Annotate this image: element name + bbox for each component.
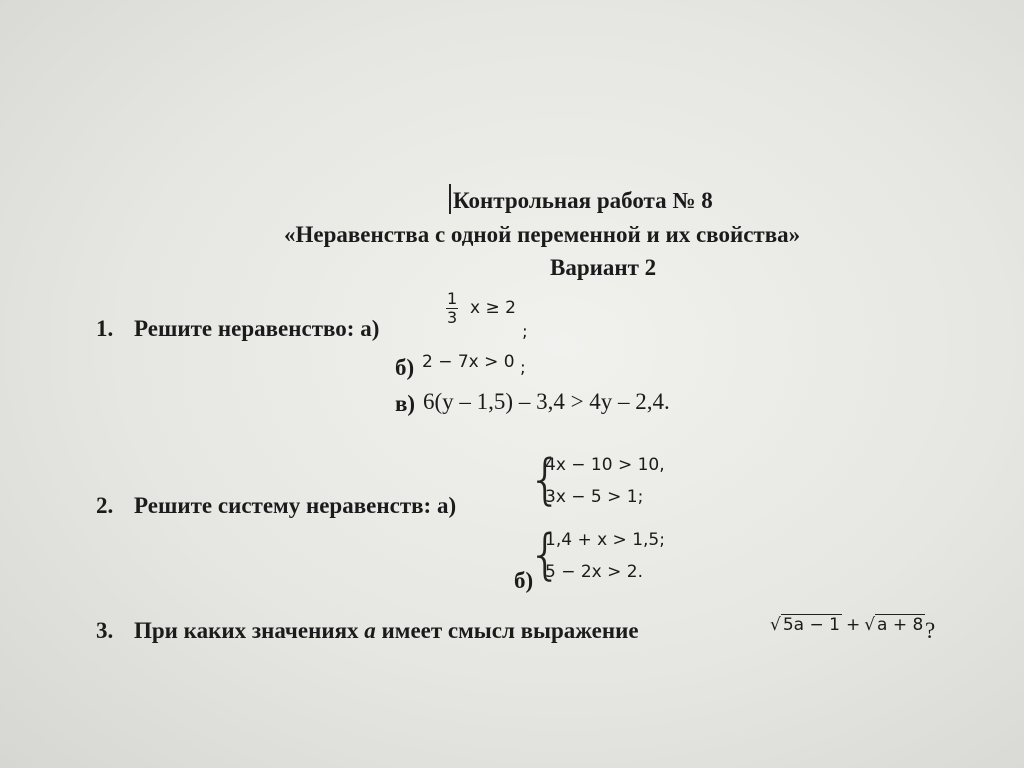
task2-b-line1: 1,4 + x > 1,5; [545,530,665,550]
task3-number: 3. [96,618,114,643]
task3-variable: a [364,618,376,643]
task2-b-line2: 5 − 2x > 2. [545,562,644,582]
text-cursor [449,184,451,214]
task1-b-expression: 2 − 7x > 0 [422,352,515,372]
task2-a-line2: 3x − 5 > 1; [545,487,644,507]
task3-text-after: имеет смысл выражение [381,618,639,643]
doc-title: Контрольная работа № 8 [453,188,713,213]
system-brace-icon: { [528,448,563,511]
task1-a-rest: x ≥ 2 [470,298,516,318]
fraction [446,290,458,327]
task2-a-line1: 4x − 10 > 10, [545,455,665,475]
task3-sqrt1: 5a − 1 [782,615,840,635]
task1-c-label: в) [395,391,416,416]
task3-text [134,618,639,644]
sqrt-icon: √ [864,615,876,635]
task3-end: ? [925,618,936,643]
task1-number: 1. [96,316,114,341]
task1-c-expression: 6(y – 1,5) – 3,4 > 4y – 2,4. [423,389,670,414]
system-brace-icon: { [528,523,563,586]
fraction-numerator: 1 [447,289,458,308]
task2-number: 2. [96,493,114,518]
task2-text: Решите систему неравенств: а) [134,493,457,518]
variant-label: Вариант 2 [550,255,657,280]
task1-b-end: ; [520,358,526,378]
task2-b-label: б) [514,568,534,593]
doc-subtitle: «Неравенства с одной переменной и их свойства» [284,222,801,247]
task1-text: Решите неравенство: а) [134,316,380,341]
task1-a-expression [446,290,458,327]
fraction-denominator: 3 [447,308,458,327]
task3-plus: + [845,615,861,635]
task3-expression [770,614,925,635]
task1-a-end: ; [522,322,528,342]
task3-sqrt2: a + 8 [877,615,924,635]
task3-text-before: При каких значениях [134,618,359,643]
sqrt-icon: √ [770,615,781,635]
task1-b-label: б) [395,355,415,380]
